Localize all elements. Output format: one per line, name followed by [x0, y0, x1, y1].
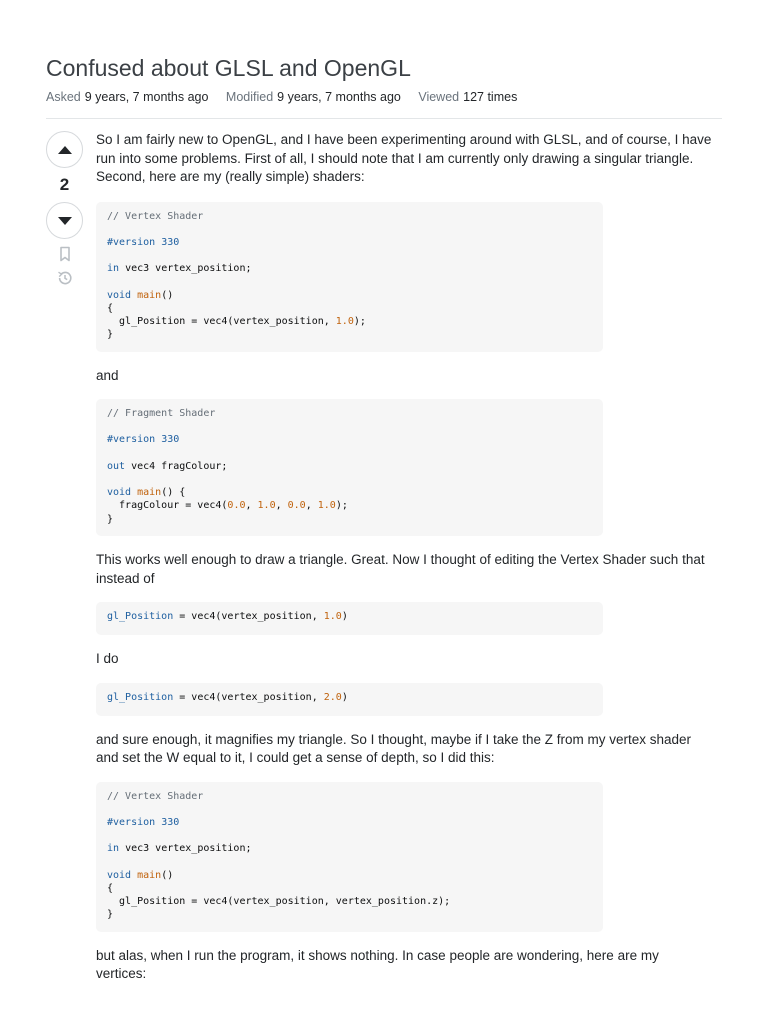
- code-keyword: in: [107, 263, 120, 275]
- body-paragraph: and sure enough, it magnifies my triangle. So I thought, maybe if I take the Z from my vertex shader and set the W equal to it, I could get a sense of depth, so I did this:: [96, 731, 692, 765]
- code-text: () {: [161, 487, 186, 499]
- code-text: ,: [245, 500, 258, 512]
- code-keyword: gl_Position: [107, 691, 174, 703]
- code-comment: // Vertex Shader: [107, 210, 204, 222]
- code-text: (): [161, 289, 174, 301]
- body-paragraph: I do: [96, 651, 119, 666]
- asked-value: 9 years, 7 months ago: [84, 90, 209, 104]
- code-text: fragColour = vec4(: [107, 500, 228, 512]
- code-keyword: void: [107, 869, 132, 881]
- code-keyword: void: [107, 289, 132, 301]
- code-text: }: [107, 329, 114, 341]
- code-text: vec4 fragColour;: [125, 460, 228, 472]
- upvote-arrow-icon: [57, 145, 73, 155]
- modified-label: Modified: [225, 90, 274, 104]
- code-keyword: out: [107, 460, 126, 472]
- code-number: 0.0: [227, 500, 246, 512]
- code-keyword: void: [107, 487, 132, 499]
- header-divider: [46, 118, 722, 119]
- code-function: main: [137, 289, 162, 301]
- downvote-button[interactable]: [46, 202, 83, 239]
- code-keyword: gl_Position: [107, 611, 174, 622]
- code-number: 0.0: [287, 500, 306, 512]
- upvote-button[interactable]: [46, 131, 83, 168]
- code-function: main: [137, 869, 162, 881]
- code-keyword: #version: [107, 236, 156, 248]
- viewed-value: 127 times: [463, 90, 518, 104]
- code-number: 1.0: [335, 316, 354, 328]
- vote-score: 2: [59, 175, 70, 194]
- code-number: 1.0: [257, 500, 276, 512]
- body-paragraph: So I am fairly new to OpenGL, and I have been experimenting around with GLSL, and of course, I have run into some problems. First of all, I should note that I am currently only drawing a singular triangle. Second, here are my (really simple) shaders:: [96, 132, 712, 184]
- code-text: gl_Position = vec4(vertex_position,: [107, 316, 336, 328]
- code-text: ): [341, 611, 348, 622]
- code-comment: // Vertex Shader: [107, 790, 204, 802]
- body-paragraph: and: [96, 367, 119, 383]
- code-text: vec3 vertex_position;: [119, 263, 252, 275]
- vote-cell: [46, 131, 83, 287]
- code-text: (): [161, 869, 174, 881]
- code-text: gl_Position = vec4(vertex_position, vertex_position.z);: [107, 896, 451, 908]
- code-function: main: [137, 487, 162, 499]
- code-text: }: [107, 909, 114, 921]
- code-text: = vec4(vertex_position,: [173, 611, 324, 622]
- code-number: 1.0: [317, 500, 336, 512]
- code-keyword: in: [107, 843, 120, 855]
- code-text: {: [107, 302, 114, 314]
- code-number: 330: [155, 236, 180, 248]
- gl-position-modified-code-block: [96, 683, 603, 716]
- code-text: );: [335, 500, 348, 512]
- viewed-label: Viewed: [418, 90, 460, 104]
- bookmark-icon[interactable]: [56, 245, 74, 263]
- code-text: }: [107, 513, 114, 525]
- code-keyword: #version: [107, 434, 156, 446]
- code-text: {: [107, 882, 114, 894]
- code-text: ,: [275, 500, 288, 512]
- question-title[interactable]: Confused about GLSL and OpenGL: [46, 55, 411, 81]
- code-number: 330: [155, 434, 180, 446]
- code-number: 1.0: [323, 611, 342, 622]
- fragment-shader-code-block: [96, 399, 603, 536]
- code-text: );: [353, 316, 366, 328]
- code-text: vec3 vertex_position;: [119, 843, 252, 855]
- code-text: ,: [305, 500, 318, 512]
- code-number: 2.0: [323, 691, 342, 703]
- question-body: [96, 131, 712, 984]
- body-paragraph: but alas, when I run the program, it shows nothing. In case people are wondering, here are my vertices:: [96, 947, 659, 981]
- vertex-shader-code-block: [96, 202, 603, 352]
- history-icon[interactable]: [56, 269, 74, 287]
- code-comment: // Fragment Shader: [107, 408, 216, 419]
- code-text: = vec4(vertex_position,: [173, 691, 324, 703]
- question-meta: [46, 89, 531, 105]
- code-text: ): [341, 691, 348, 703]
- modified-value[interactable]: 9 years, 7 months ago: [277, 90, 401, 104]
- code-number: 330: [155, 816, 180, 828]
- body-paragraph: This works well enough to draw a triangle. Great. Now I thought of editing the Vertex Shader such that instead of: [96, 552, 705, 586]
- code-keyword: #version: [107, 816, 156, 828]
- vertex-shader-w-code-block: [96, 782, 603, 932]
- downvote-arrow-icon: [57, 216, 73, 226]
- gl-position-code-block: [96, 602, 603, 635]
- asked-label: Asked: [46, 90, 81, 104]
